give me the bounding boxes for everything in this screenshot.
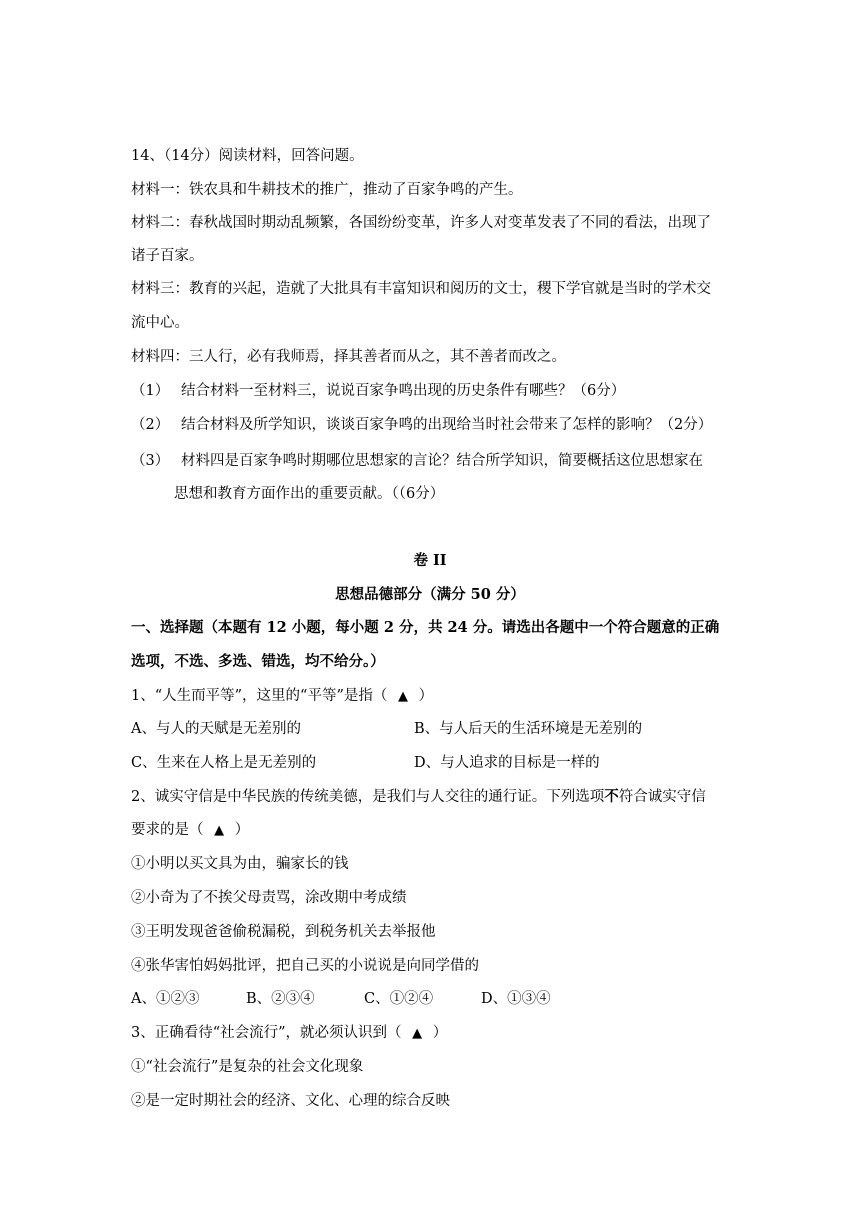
q14-material-3-line-1: 材料三：教育的兴起，造就了大批具有丰富知识和阅历的文士，稷下学官就是当时的学术交 xyxy=(131,281,711,297)
section-1-instructions-line-1: 一、选择题（本题有 12 小题，每小题 2 分，共 24 分。请选出各题中一个符合题意的正确 xyxy=(131,619,720,636)
q2-stem-emphasis: 不 xyxy=(604,788,619,805)
q2-item-3: ③王明发现爸爸偷税漏税，到税务机关去举报他 xyxy=(131,924,436,940)
q2-item-2: ②小奇为了不挨父母责骂，涂改期中考成绩 xyxy=(131,890,407,906)
q2-option-a: A、①②③ xyxy=(131,991,200,1007)
q2-stem-text-2: 符合诚实守信 xyxy=(618,789,706,805)
q1-option-b: B、与人后天的生活环境是无差别的 xyxy=(414,721,643,737)
q3-stem-text: 3、正确看待“社会流行”，就必须认识到（ xyxy=(131,1025,402,1041)
q14-material-2-line-2: 诸子百家。 xyxy=(131,248,204,264)
q1-stem xyxy=(131,686,433,707)
q14-sub-2-text: 结合材料及所学知识，谈谈百家争鸣的出现给当时社会带来了怎样的影响？（2分） xyxy=(181,417,713,433)
q2-stem-close: ） xyxy=(234,822,250,838)
q2-option-b: B、②③④ xyxy=(246,991,315,1007)
answer-blank-icon: ▲ xyxy=(412,1026,423,1041)
q2-stem-text-1: 2、诚实守信是中华民族的传统美德，是我们与人交往的通行证。下列选项 xyxy=(131,789,605,805)
q14-header: 14、（14分）阅读材料，回答问题。 xyxy=(131,148,364,164)
q2-option-d: D、①③④ xyxy=(481,991,551,1007)
q14-sub-2-number: （2） xyxy=(131,417,170,433)
q1-option-d: D、与人追求的目标是一样的 xyxy=(414,755,600,771)
q2-stem-line-2 xyxy=(131,820,249,841)
q3-stem xyxy=(131,1023,447,1044)
q2-stem-text-3: 要求的是（ xyxy=(131,822,204,838)
q14-sub-3-number: （3） xyxy=(131,453,170,469)
section-1-instructions-line-2: 选项，不选、多选、错选，均不给分。） xyxy=(131,653,385,670)
q14-material-3-line-2: 流中心。 xyxy=(131,315,189,331)
q14-sub-3-text-line-2: 思想和教育方面作出的重要贡献。（（6分） xyxy=(174,486,445,502)
q1-option-a: A、与人的天赋是无差别的 xyxy=(131,721,301,737)
answer-blank-icon: ▲ xyxy=(214,823,225,838)
q14-material-4: 材料四：三人行，必有我师焉，择其善者而从之，其不善者而改之。 xyxy=(131,349,566,365)
q14-material-1: 材料一：铁农具和牛耕技术的推广，推动了百家争鸣的产生。 xyxy=(131,182,523,198)
q1-stem-close: ） xyxy=(418,688,434,704)
q2-item-4: ④张华害怕妈妈批评，把自己买的小说说是向同学借的 xyxy=(131,958,479,974)
q2-stem-line-1 xyxy=(131,787,706,807)
q2-option-c: C、①②④ xyxy=(364,991,434,1007)
section-subtitle: 思想品德部分（满分 50 分） xyxy=(335,586,525,603)
q3-item-2: ②是一定时期社会的经济、文化、心理的综合反映 xyxy=(131,1093,450,1109)
answer-blank-icon: ▲ xyxy=(398,689,408,704)
q14-sub-1-number: （1） xyxy=(131,383,170,399)
volume-title: 卷 II xyxy=(413,552,447,569)
q1-option-c: C、生来在人格上是无差别的 xyxy=(131,755,317,771)
q3-item-1: ①“社会流行”是复杂的社会文化现象 xyxy=(131,1059,364,1075)
q2-item-1: ①小明以买文具为由，骗家长的钱 xyxy=(131,856,349,872)
q14-sub-1-text: 结合材料一至材料三，说说百家争鸣出现的历史条件有哪些？（6分） xyxy=(181,383,626,399)
q3-stem-close: ） xyxy=(432,1025,448,1041)
q1-stem-text: 1、“人生而平等”，这里的“平等”是指（ xyxy=(131,688,388,704)
q14-sub-3-text: 材料四是百家争鸣时期哪位思想家的言论？结合所学知识，简要概括这位思想家在 xyxy=(181,453,703,469)
q14-material-2-line-1: 材料二：春秋战国时期动乱频繁，各国纷纷变革，许多人对变革发表了不同的看法，出现了 xyxy=(131,215,711,231)
